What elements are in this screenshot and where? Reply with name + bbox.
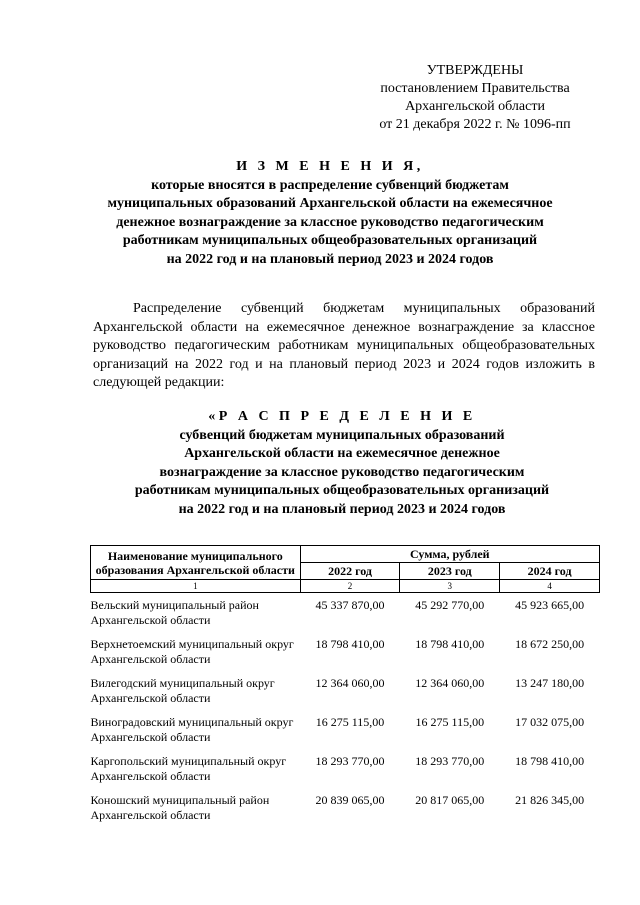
- distribution-line: субвенций бюджетам муниципальных образований: [179, 427, 505, 443]
- column-header-municipality: Наименование муниципального образования Архангельской области: [91, 546, 301, 580]
- amount-2023: 12 364 060,00: [415, 676, 485, 690]
- distribution-title: «Р А С П Р Е Д Е Л Е Н И Е: [208, 409, 476, 424]
- amount-2024: 13 247 180,00: [515, 676, 585, 690]
- heading-line: которые вносятся в распределение субвенций бюджетам: [151, 177, 509, 193]
- distribution-line: вознаграждение за классное руководство педагогическим: [159, 464, 525, 480]
- municipality-name: Каргопольский муниципальный округ Архангельской области: [90, 754, 287, 783]
- approval-line: постановлением Правительства: [380, 81, 570, 96]
- approval-date: от 21 декабря 2022 г. № 1096-пп: [379, 117, 571, 132]
- changes-title: И З М Е Н Е Н И Я,: [236, 159, 424, 174]
- intro-paragraph: Распределение субвенций бюджетам муниципальных образований Архангельской области на ежемесячное денежное вознаграждение за классное руководство педагогическим работникам муниципальных общеобразовательных организаций на 2022 год и на плановый период 2023 и 2024 годов изложить в следующей редакции:: [93, 301, 595, 390]
- changes-heading: [70, 158, 590, 269]
- heading-line: на 2022 год и на плановый период 2023 и 2024 годов: [166, 251, 494, 267]
- amount-2024: 21 826 345,00: [515, 793, 585, 807]
- amount-2022: 16 275 115,00: [315, 715, 385, 729]
- amount-2023: 18 798 410,00: [415, 637, 485, 651]
- column-index: 3: [400, 580, 500, 593]
- table-row: [91, 788, 600, 827]
- heading-line: работникам муниципальных общеобразовательных организаций: [122, 233, 538, 248]
- amount-2022: 18 798 410,00: [315, 637, 385, 651]
- amount-2022: 12 364 060,00: [315, 676, 385, 690]
- amount-2024: 45 923 665,00: [515, 598, 585, 612]
- heading-line: денежное вознаграждение за классное руководство педагогическим: [116, 214, 544, 230]
- column-index: 1: [91, 580, 301, 593]
- amount-2024: 18 798 410,00: [515, 754, 585, 768]
- column-index: 2: [300, 580, 400, 593]
- table-row: [91, 593, 600, 633]
- amount-2022: 18 293 770,00: [315, 754, 385, 768]
- municipality-name: Коношский муниципальный район Архангельской области: [90, 793, 270, 822]
- column-header-2024: 2024 год: [500, 563, 600, 580]
- table-row: [91, 632, 600, 671]
- column-header-2022: 2022 год: [300, 563, 400, 580]
- amount-2024: 17 032 075,00: [515, 715, 585, 729]
- column-index: 4: [500, 580, 600, 593]
- heading-line: муниципальных образований Архангельской области на ежемесячное: [107, 196, 553, 211]
- amount-2023: 18 293 770,00: [415, 754, 485, 768]
- distribution-heading: [92, 408, 592, 519]
- approval-block: [360, 62, 590, 134]
- municipality-name: Вилегодский муниципальный округ Архангельской области: [90, 676, 275, 705]
- amount-2022: 45 337 870,00: [315, 598, 385, 612]
- amount-2023: 45 292 770,00: [415, 598, 485, 612]
- amount-2023: 20 817 065,00: [415, 793, 485, 807]
- distribution-line: работникам муниципальных общеобразовательных организаций: [134, 483, 550, 498]
- subvention-table: [90, 545, 600, 827]
- amount-2022: 20 839 065,00: [315, 793, 385, 807]
- distribution-line: Архангельской области на ежемесячное денежное: [184, 446, 500, 461]
- municipality-name: Виноградовский муниципальный округ Архангельской области: [90, 715, 294, 744]
- table-row: [91, 671, 600, 710]
- municipality-name: Верхнетоемский муниципальный округ Архангельской области: [90, 637, 294, 666]
- approval-title: УТВЕРЖДЕНЫ: [426, 63, 524, 78]
- amount-2023: 16 275 115,00: [415, 715, 485, 729]
- table-row: [91, 749, 600, 788]
- table-row: [91, 710, 600, 749]
- distribution-line: на 2022 год и на плановый период 2023 и 2024 годов: [178, 501, 506, 517]
- approval-line: Архангельской области: [405, 99, 545, 114]
- municipality-name: Вельский муниципальный район Архангельской области: [90, 598, 259, 627]
- column-header-sum: Сумма, рублей: [300, 546, 599, 563]
- amount-2024: 18 672 250,00: [515, 637, 585, 651]
- column-header-2023: 2023 год: [400, 563, 500, 580]
